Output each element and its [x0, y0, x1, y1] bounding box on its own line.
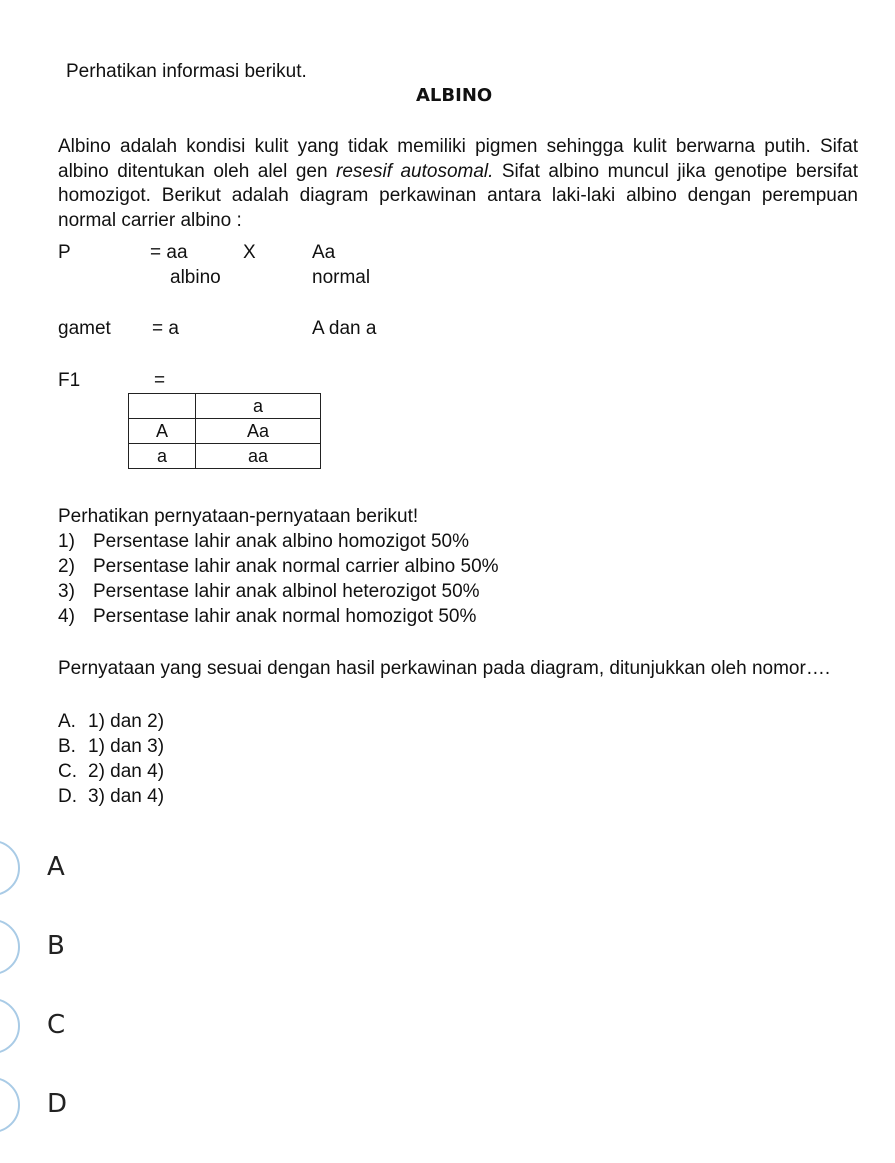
- statements-list: [58, 529, 499, 629]
- f1-label: F1: [58, 370, 81, 391]
- gamet-label: gamet: [58, 318, 111, 339]
- option-text: 3) dan 4): [88, 786, 165, 807]
- gamet-male: = a: [152, 318, 179, 339]
- punnett-cell: A: [129, 419, 196, 444]
- punnett-cell: Aa: [196, 419, 321, 444]
- answer-label: B: [47, 931, 65, 961]
- question-prompt: Pernyataan yang sesuai dengan hasil perkawinan pada diagram, ditunjukkan oleh nomor….: [58, 658, 831, 679]
- statement-number: 4): [58, 606, 75, 627]
- question-title: ALBINO: [416, 85, 493, 106]
- answer-label: C: [47, 1010, 66, 1040]
- punnett-row: [129, 419, 321, 444]
- paragraph-italic: resesif autosomal.: [336, 160, 494, 182]
- statement-number: 2): [58, 556, 75, 577]
- statement-number: 1): [58, 531, 75, 552]
- p-label: P: [58, 242, 71, 263]
- option-letter: B.: [58, 736, 76, 757]
- statement-item: [58, 604, 499, 629]
- statement-text: Persentase lahir anak albinol heterozigot 50%: [93, 581, 480, 602]
- radio-circle-icon[interactable]: [0, 1077, 20, 1133]
- answer-option-b[interactable]: [0, 919, 895, 991]
- option-text: 1) dan 2): [88, 711, 165, 732]
- radio-circle-icon[interactable]: [0, 919, 20, 975]
- options-list: [58, 709, 164, 809]
- description-paragraph: [58, 135, 858, 233]
- statements-intro: Perhatikan pernyataan-pernyataan berikut!: [58, 506, 419, 527]
- option-item: [58, 759, 164, 784]
- statement-text: Persentase lahir anak albino homozigot 50%: [93, 531, 470, 552]
- statement-item: [58, 579, 499, 604]
- radio-circle-icon[interactable]: [0, 998, 20, 1054]
- statement-text: Persentase lahir anak normal homozigot 50%: [93, 606, 477, 627]
- statement-item: [58, 554, 499, 579]
- p-female-phenotype: normal: [312, 267, 371, 288]
- paragraph-part2: Sifat albino muncul jika genotipe bersifat homozigot. Berikut adalah diagram perkawinan antara laki-laki albino dengan perempuan normal carrier albino :: [58, 160, 859, 231]
- punnett-header-row: [129, 394, 321, 419]
- answer-option-a[interactable]: [0, 840, 895, 912]
- punnett-square: [128, 393, 321, 469]
- p-female-genotype: Aa: [312, 242, 336, 263]
- answer-option-c[interactable]: [0, 998, 895, 1070]
- punnett-cell: a: [129, 444, 196, 469]
- cross-symbol: X: [243, 242, 256, 263]
- option-text: 1) dan 3): [88, 736, 165, 757]
- intro-text: Perhatikan informasi berikut.: [66, 61, 307, 82]
- option-item: [58, 709, 164, 734]
- radio-circle-icon[interactable]: [0, 840, 20, 896]
- paragraph-part1: Albino adalah kondisi kulit yang tidak memiliki pigmen sehingga kulit berwarna putih. Sifat albino ditentukan oleh alel gen: [58, 136, 858, 182]
- punnett-cell: a: [196, 394, 321, 419]
- option-item: [58, 784, 164, 809]
- answer-label: A: [47, 852, 65, 882]
- gamet-female: A dan a: [312, 318, 377, 339]
- statement-text: Persentase lahir anak normal carrier albino 50%: [93, 556, 499, 577]
- statement-item: [58, 529, 499, 554]
- answer-label: D: [47, 1089, 68, 1119]
- statement-number: 3): [58, 581, 75, 602]
- option-letter: C.: [58, 761, 77, 782]
- f1-equals: =: [154, 370, 166, 391]
- punnett-cell: [129, 394, 196, 419]
- p-male-phenotype: albino: [170, 267, 221, 288]
- p-male-genotype: = aa: [150, 242, 188, 263]
- option-letter: D.: [58, 786, 77, 807]
- option-text: 2) dan 4): [88, 761, 165, 782]
- punnett-cell: aa: [196, 444, 321, 469]
- option-letter: A.: [58, 711, 76, 732]
- punnett-row: [129, 444, 321, 469]
- answer-option-d[interactable]: [0, 1077, 895, 1149]
- option-item: [58, 734, 164, 759]
